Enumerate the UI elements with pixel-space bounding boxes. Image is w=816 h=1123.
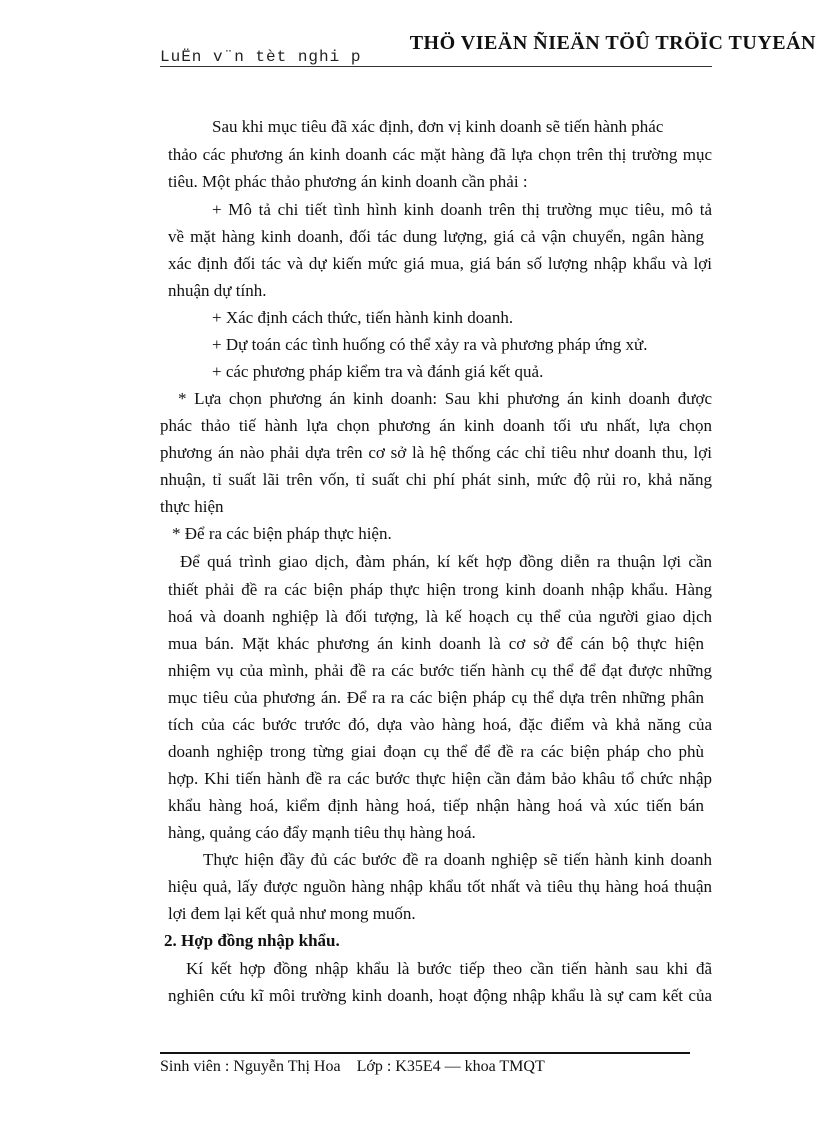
body-line: thực hiện xyxy=(160,497,224,516)
footer-text xyxy=(160,1058,545,1076)
header-left-text: LuËn v¨n tèt nghi p xyxy=(160,48,362,66)
body-line: + Xác định cách thức, tiến hành kinh doanh. xyxy=(212,308,514,327)
body-line: tích của các bước trước đó, dựa vào hàng hoá, đặc điểm và khả năng của xyxy=(168,715,712,734)
body-line: nhuận dự tính. xyxy=(168,281,267,300)
body-line: * Để ra các biện pháp thực hiện. xyxy=(172,524,392,543)
body-line: tiêu. Một phác thảo phương án kinh doanh cần phải : xyxy=(168,172,528,191)
header-right-text: THÖ VIEÄN ÑIEÄN TÖÛ TRÖÏC TUYEÁN xyxy=(409,32,816,54)
body-line: Sau khi mục tiêu đã xác định, đơn vị kinh doanh sẽ tiến hành phác xyxy=(212,117,664,136)
body-line: nhiệm vụ của mình, phải đề ra các bước tiến hành cụ thể để đạt được những xyxy=(168,661,712,680)
body-line: hoá và doanh nghiệp là đối tượng, là kế hoạch cụ thể của người giao dịch xyxy=(168,607,712,626)
body-line: Kí kết hợp đồng nhập khẩu là bước tiếp theo cần tiến hành sau khi đã xyxy=(186,959,712,978)
body-line: Để quá trình giao dịch, đàm phán, kí kết hợp đồng diễn ra thuận lợi cần xyxy=(180,552,712,571)
footer-student: Sinh viên : Nguyễn Thị Hoa xyxy=(160,1058,341,1075)
footer-divider xyxy=(160,1052,690,1054)
body-line: + các phương pháp kiểm tra và đánh giá kết quả. xyxy=(212,362,544,381)
body-line: khẩu hàng hoá, kiểm định hàng hoá, tiếp nhận hàng hoá và xúc tiến bán xyxy=(168,796,704,815)
body-line: thảo các phương án kinh doanh các mặt hàng đã lựa chọn trên thị trường mục xyxy=(168,145,712,164)
body-line: hiệu quả, lấy được nguồn hàng nhập khẩu tốt nhất và tiêu thụ hàng hoá thuận xyxy=(168,877,712,896)
body-line: mua bán. Mặt khác phương án kinh doanh là cơ sở để cán bộ thực hiện xyxy=(168,634,704,653)
body-line: nhuận, tỉ suất lãi trên vốn, tỉ suất chi phí phát sinh, mức độ rủi ro, khả năng xyxy=(160,470,712,489)
header-divider xyxy=(160,66,712,67)
section-heading: 2. Hợp đồng nhập khẩu. xyxy=(164,931,340,950)
body-line: hàng, quảng cáo đẩy mạnh tiêu thụ hàng hoá. xyxy=(168,823,476,842)
body-line: phương án nào phải dựa trên cơ sở là hệ thống các chỉ tiêu như doanh thu, lợi xyxy=(160,443,712,462)
body-line: * Lựa chọn phương án kinh doanh: Sau khi phương án kinh doanh được xyxy=(178,389,712,408)
body-line: mục tiêu của phương án. Để ra ra các biện pháp cụ thể dựa trên những phân xyxy=(168,688,704,707)
body-line: lợi đem lại kết quả như mong muốn. xyxy=(168,904,416,923)
body-line: doanh nghiệp trong từng giai đoạn cụ thể để đề ra các biện pháp cho phù xyxy=(168,742,704,761)
body-line: nghiên cứu kĩ môi trường kinh doanh, hoạt động nhập khẩu là sự cam kết của xyxy=(168,986,712,1005)
body-line: xác định đối tác và dự kiến mức giá mua, giá bán số lượng nhập khẩu và lợi xyxy=(168,254,712,273)
body-line: thiết phải đề ra các biện pháp thực hiện trong kinh doanh nhập khẩu. Hàng xyxy=(168,580,712,599)
body-line: hợp. Khi tiến hành đề ra các bước thực hiện cần đảm bảo khâu tổ chức nhập xyxy=(168,769,712,788)
body-line: Thực hiện đầy đủ các bước đề ra doanh nghiệp sẽ tiến hành kinh doanh xyxy=(203,850,712,869)
body-line: phác thảo tiế hành lựa chọn phương án kinh doanh tối ưu nhất, lựa chọn xyxy=(160,416,712,435)
body-line: về mặt hàng kinh doanh, đối tác dung lượng, giá cả vận chuyển, ngân hàng xyxy=(168,227,704,246)
body-line: + Dự toán các tình huống có thể xảy ra và phương pháp ứng xử. xyxy=(212,335,648,354)
body-line: + Mô tả chi tiết tình hình kinh doanh trên thị trường mục tiêu, mô tả xyxy=(212,200,712,219)
footer-class: Lớp : K35E4 — khoa TMQT xyxy=(356,1058,545,1075)
